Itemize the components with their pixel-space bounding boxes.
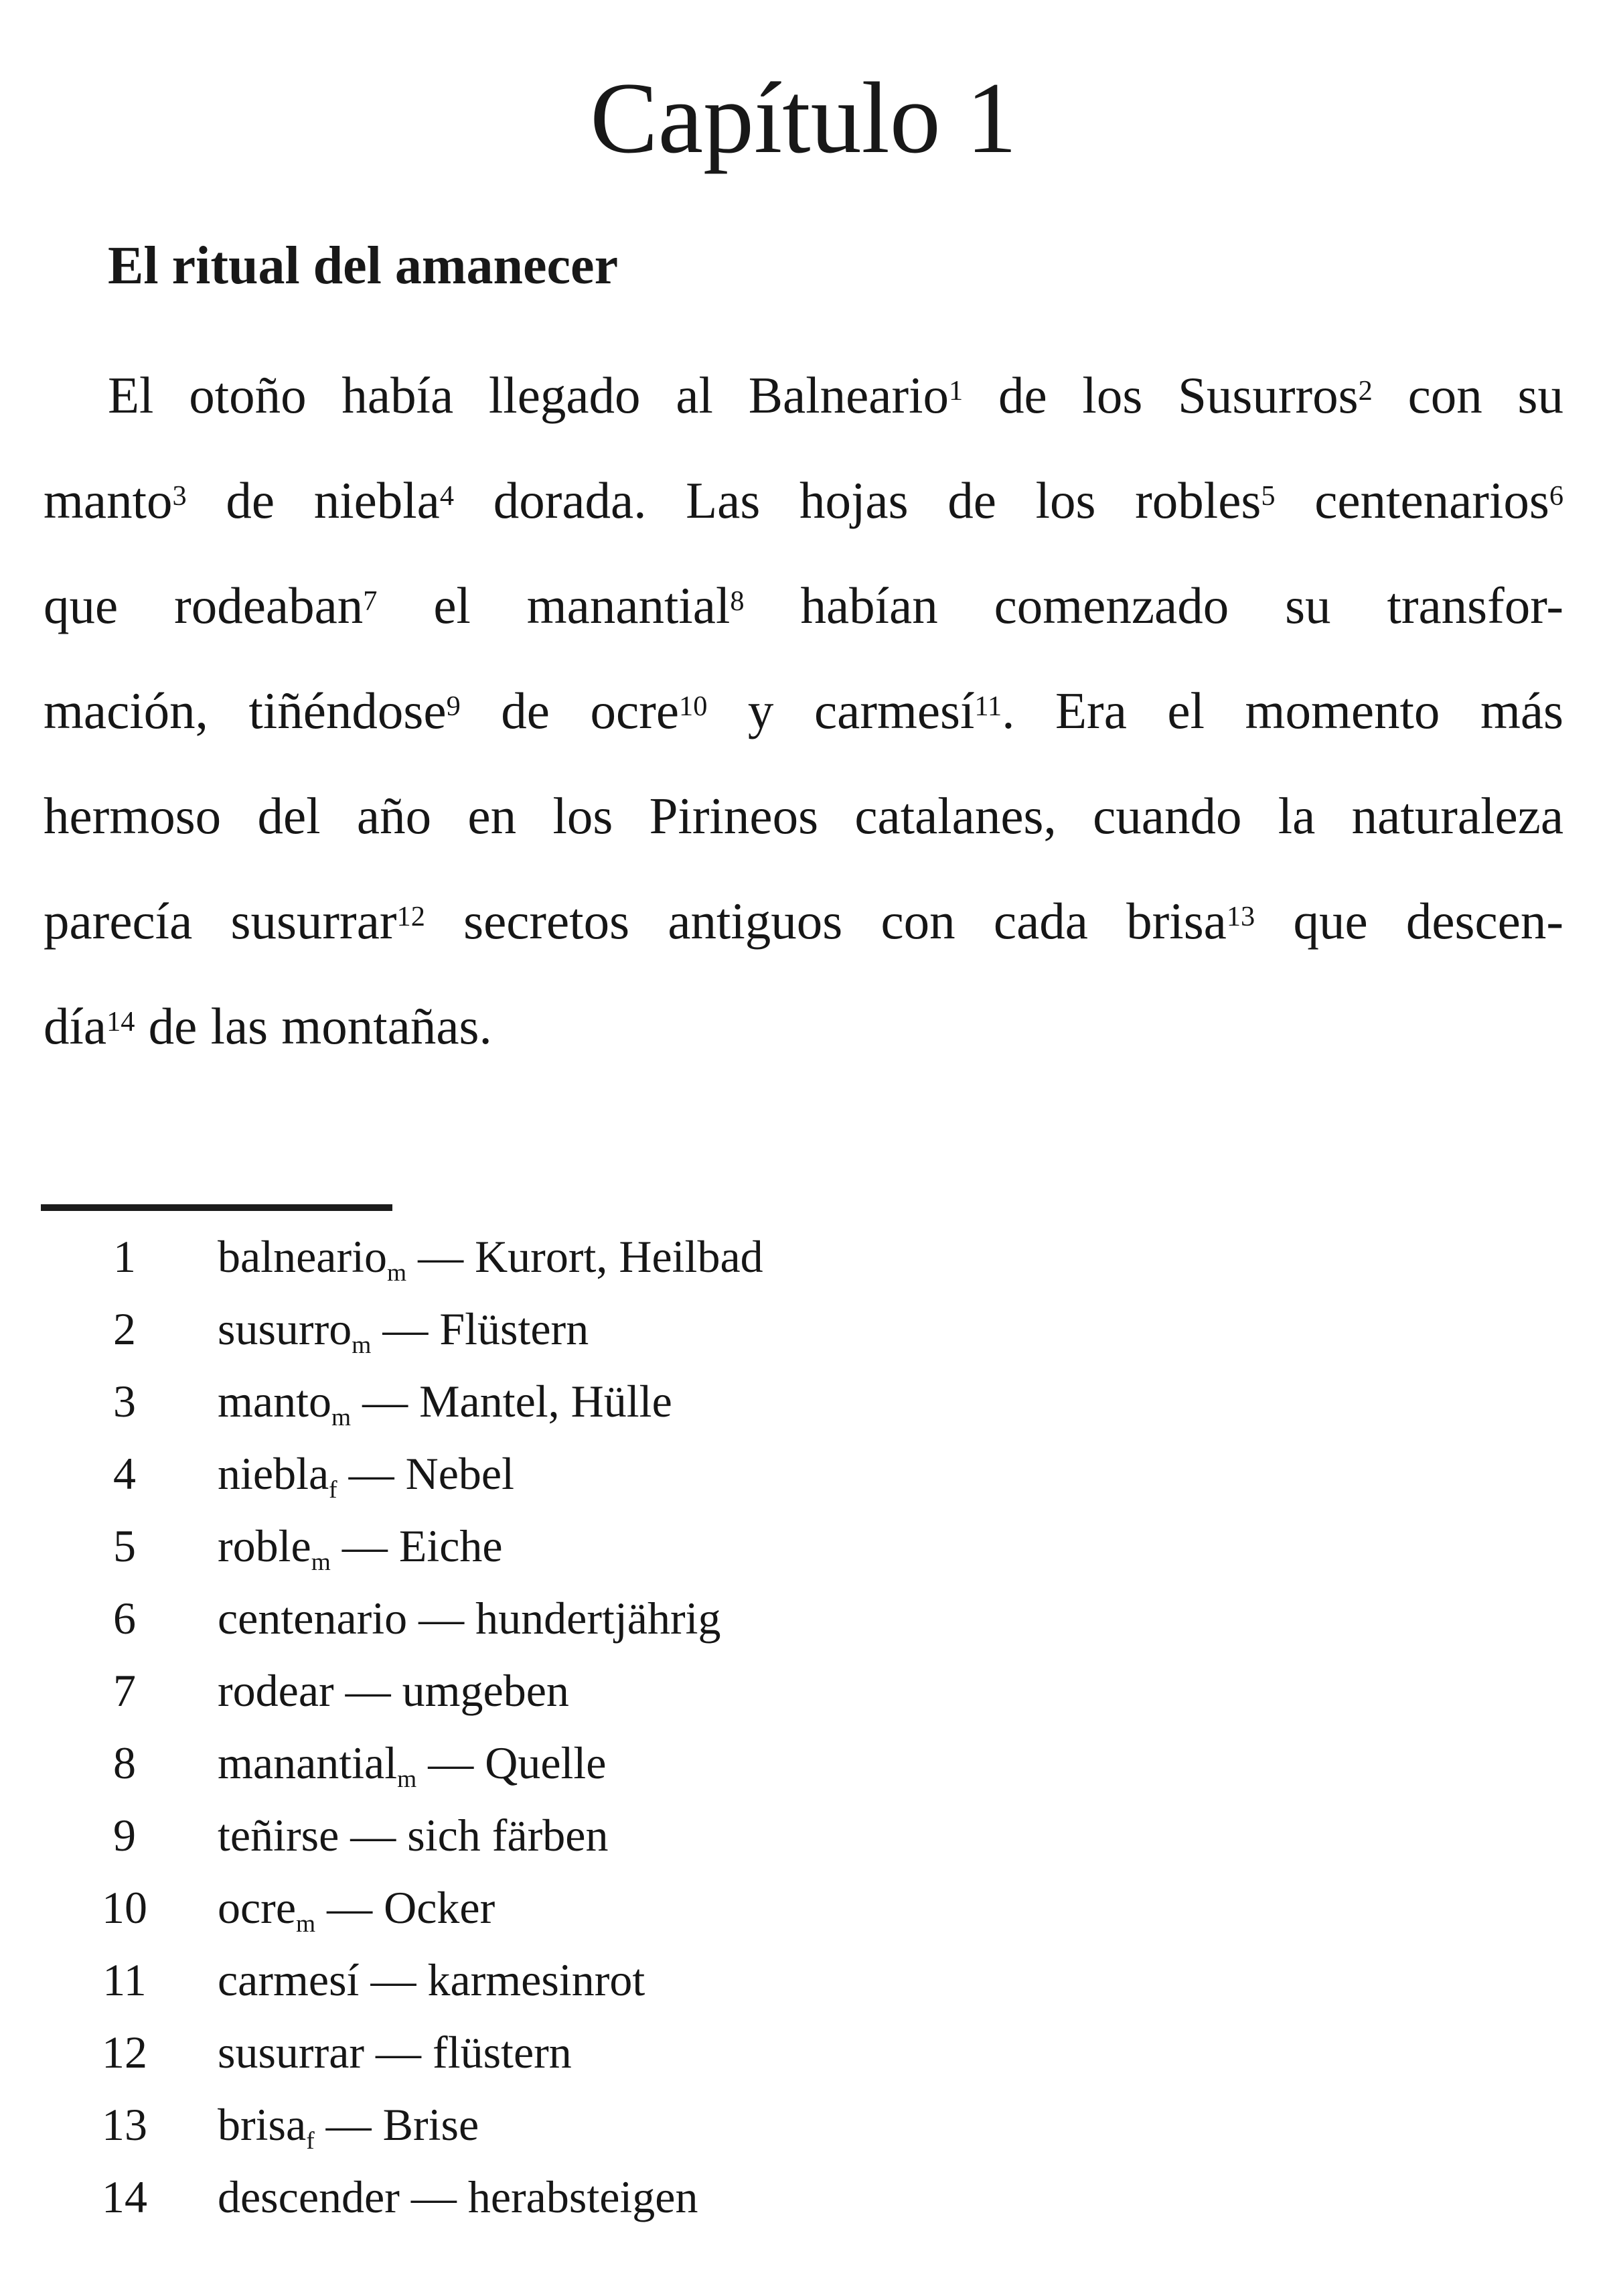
footnote-translation: — Brise: [314, 2099, 479, 2150]
footnote-number: 9: [113, 1810, 136, 1861]
footnote-translation: — Nebel: [337, 1448, 514, 1499]
footnote-word: manantial: [218, 1737, 398, 1788]
footnote-word: descender: [218, 2171, 400, 2222]
footnote-number: 10: [102, 1882, 147, 1933]
footnote-word: balneario: [218, 1231, 387, 1282]
paragraph-line: El otoño había llegado al Balneario$^1$ de los Susurros$^2$ con su: [108, 366, 1563, 424]
footnote-translation: — sich färben: [339, 1810, 609, 1861]
footnote-row: [44, 2016, 1563, 2088]
gender-marker: m: [331, 1403, 352, 1431]
footnote-row: [44, 1220, 1563, 1293]
footnote-entry: [218, 1654, 1563, 1727]
footnote-marker: 4: [439, 480, 455, 512]
chapter-paragraph: [44, 343, 1563, 1079]
footnote-word: teñirse: [218, 1810, 339, 1861]
footnote-row: [44, 2088, 1563, 2161]
footnote-translation: — Mantel, Hülle: [351, 1376, 672, 1427]
footnote-word: brisa: [218, 2099, 307, 2150]
footnote-marker: 9: [446, 690, 461, 722]
footnote-entry: [218, 1510, 1563, 1582]
footnote-number: 13: [102, 2099, 147, 2150]
footnote-word: susurro: [218, 1303, 352, 1354]
footnote-word: manto: [218, 1376, 331, 1427]
footnote-marker: 14: [106, 1005, 135, 1037]
footnote-marker: 2: [1358, 374, 1373, 407]
footnote-entry: [218, 2016, 1563, 2088]
footnote-marker: 5: [1261, 480, 1276, 512]
gender-marker: m: [386, 1259, 407, 1287]
footnote-number: 12: [102, 2027, 147, 2078]
footnote-word: rodear: [218, 1665, 334, 1716]
footnote-number: 4: [113, 1448, 136, 1499]
chapter-title: Capítulo 1: [590, 62, 1017, 174]
footnote-row: [44, 1799, 1563, 1871]
footnote-number: 11: [102, 1954, 147, 2005]
footnote-number: 14: [102, 2171, 147, 2222]
footnote-number: 1: [113, 1231, 136, 1282]
footnote-list: [44, 1220, 1563, 2233]
footnote-marker: 12: [396, 900, 425, 932]
footnote-translation: — Ocker: [315, 1882, 495, 1933]
footnote-row: [44, 1510, 1563, 1582]
footnote-entry: [218, 1437, 1563, 1510]
gender-marker: m: [352, 1331, 372, 1359]
footnote-row: [44, 1654, 1563, 1727]
footnote-entry: [218, 1727, 1563, 1799]
gender-marker: m: [296, 1910, 316, 1938]
footnote-entry: [218, 1582, 1563, 1654]
footnote-translation: — Flüstern: [371, 1303, 589, 1354]
footnote-translation: — karmesinrot: [359, 1954, 645, 2005]
footnote-number: 2: [113, 1303, 136, 1354]
footnote-marker: 11: [974, 690, 1002, 722]
footnote-word: ocre: [218, 1882, 297, 1933]
footnote-entry: [218, 2088, 1563, 2161]
footnote-number: 5: [113, 1520, 136, 1571]
footnote-translation: — Kurort, Heilbad: [406, 1231, 763, 1282]
footnote-marker: 7: [363, 585, 378, 617]
footnote-translation: — herabsteigen: [399, 2171, 698, 2222]
footnote-word: centenario: [218, 1593, 408, 1644]
footnote-row: [44, 2161, 1563, 2233]
footnote-marker: 6: [1549, 480, 1563, 512]
footnote-entry: [218, 1365, 1563, 1437]
footnote-entry: [218, 1944, 1563, 2016]
footnote-number: 6: [113, 1593, 136, 1644]
footnote-row: [44, 1582, 1563, 1654]
footnote-translation: — Quelle: [416, 1737, 607, 1788]
footnote-row: [44, 1727, 1563, 1799]
footnote-entry: [218, 1293, 1563, 1365]
footnote-number: 8: [113, 1737, 136, 1788]
footnote-row: [44, 1437, 1563, 1510]
footnote-entry: [218, 1799, 1563, 1871]
footnote-separator-rule: [41, 1204, 392, 1211]
paragraph-line: hermoso del año en los Pirineos catalanes, cuando la naturaleza: [44, 787, 1563, 845]
footnote-word: roble: [218, 1520, 311, 1571]
footnote-word: carmesí: [218, 1954, 360, 2005]
footnote-translation: — umgeben: [333, 1665, 569, 1716]
footnote-marker: 13: [1226, 900, 1255, 932]
footnote-translation: — Eiche: [330, 1520, 503, 1571]
footnote-row: [44, 1944, 1563, 2016]
footnote-marker: 10: [679, 690, 708, 722]
footnote-row: [44, 1871, 1563, 1944]
footnote-marker: 1: [949, 374, 964, 407]
paragraph-line: día$^{14}$ de las montañas.: [44, 997, 492, 1055]
footnote-number: 7: [113, 1665, 136, 1716]
footnote-marker: 8: [730, 585, 745, 617]
footnote-number: 3: [113, 1376, 136, 1427]
footnote-row: [44, 1293, 1563, 1365]
paragraph-line: parecía susurrar$^{12}$ secretos antiguos con cada brisa$^{13}$ que descen-: [44, 892, 1563, 950]
footnote-row: [44, 1365, 1563, 1437]
footnote-word: niebla: [218, 1448, 329, 1499]
footnote-word: susurrar: [218, 2027, 365, 2078]
paragraph-line: manto$^3$ de niebla$^4$ dorada. Las hojas de los robles$^5$ centenarios$^6$: [44, 472, 1563, 529]
footnote-entry: [218, 1220, 1563, 1293]
gender-marker: f: [306, 2127, 315, 2155]
gender-marker: f: [329, 1476, 337, 1504]
footnote-entry: [218, 2161, 1563, 2233]
paragraph-line: mación, tiñéndose$^9$ de ocre$^{10}$ y carmesí$^{11}$. Era el momento más: [44, 682, 1564, 739]
footnote-translation: — hundertjährig: [407, 1593, 721, 1644]
footnote-entry: [218, 1871, 1563, 1944]
paragraph-line: que rodeaban$^7$ el manantial$^8$ habían comenzado su transfor-: [44, 577, 1564, 634]
gender-marker: m: [311, 1548, 331, 1576]
footnote-translation: — flüstern: [364, 2027, 572, 2078]
gender-marker: m: [397, 1765, 417, 1793]
footnote-marker: 3: [172, 480, 187, 512]
section-heading: El ritual del amanecer: [108, 236, 619, 295]
